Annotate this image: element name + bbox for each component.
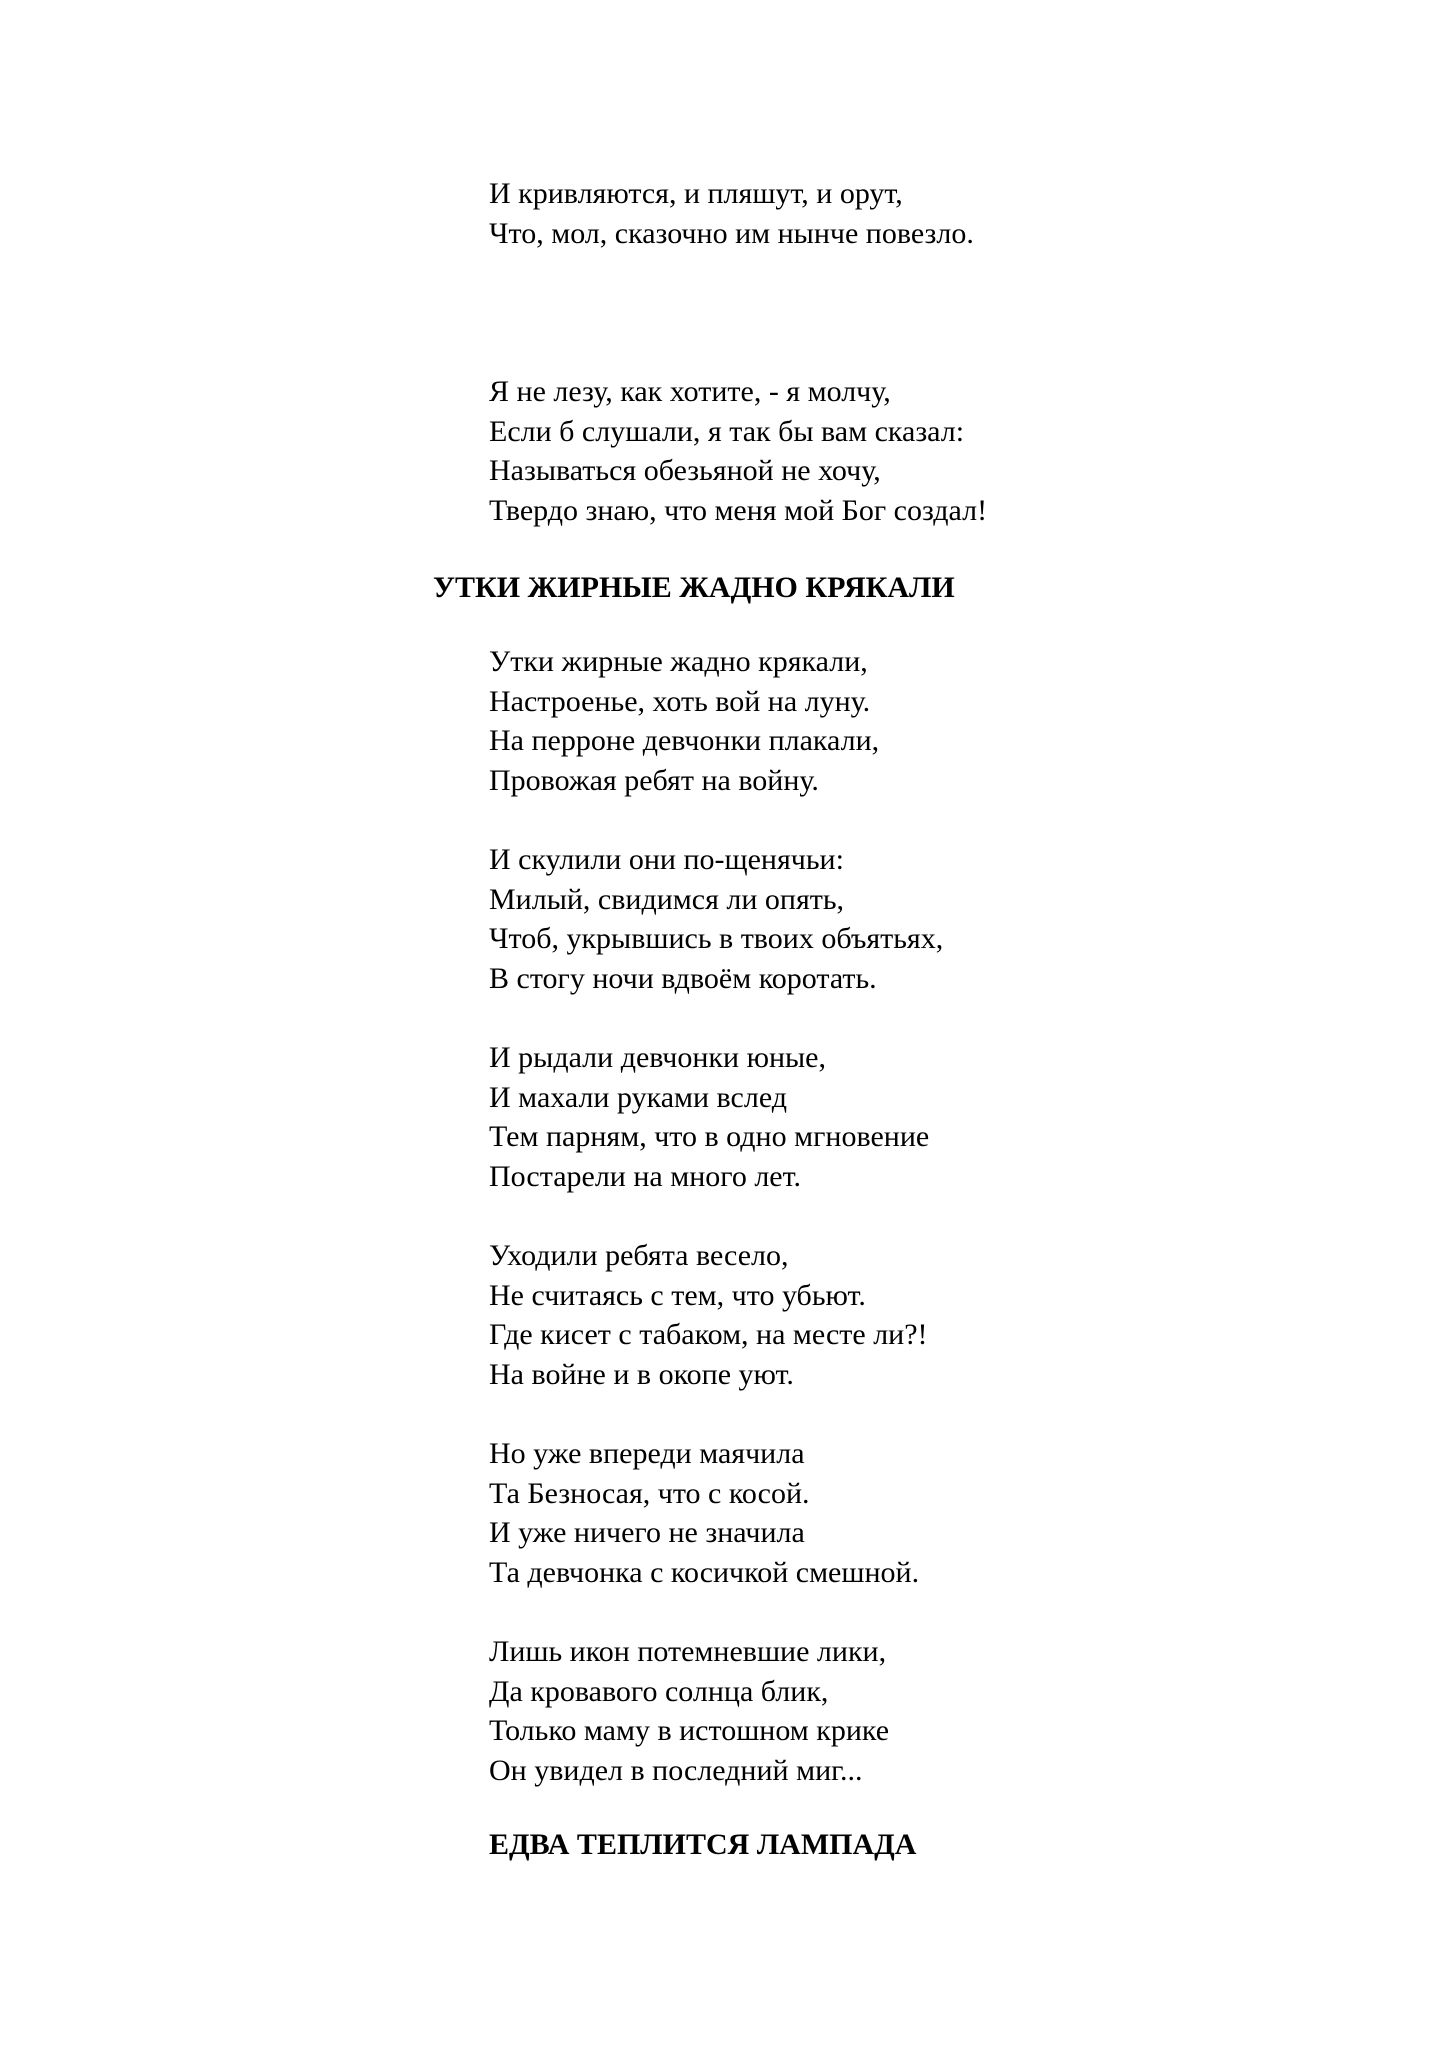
verse-line: Та Безносая, что с косой. bbox=[489, 1476, 810, 1510]
verse-line: Да кровавого солнца блик, bbox=[489, 1674, 829, 1708]
poem-title: УТКИ ЖИРНЫЕ ЖАДНО КРЯКАЛИ bbox=[433, 571, 955, 604]
verse-line: Только маму в истошном крике bbox=[489, 1714, 890, 1747]
verse-line: Не считаясь с тем, что убьют. bbox=[489, 1278, 866, 1312]
verse-line: Я не лезу, как хотите, - я молчу, bbox=[489, 375, 891, 408]
verse-line: Твердо знаю, что меня мой Бог создал! bbox=[489, 493, 988, 527]
verse-line: Та девчонка с косичкой смешной. bbox=[489, 1555, 920, 1589]
verse-line: Настроенье, хоть вой на луну. bbox=[489, 684, 871, 718]
verse-line: Провожая ребят на войну. bbox=[489, 763, 819, 797]
verse-line: Где кисет с табаком, на месте ли?! bbox=[489, 1318, 928, 1351]
stanza bbox=[489, 840, 943, 998]
stanza bbox=[489, 642, 879, 800]
verse-line: Он увидел в последний миг... bbox=[489, 1753, 863, 1787]
verse-line: И уже ничего не значила bbox=[489, 1516, 805, 1549]
verse-line: И рыдали девчонки юные, bbox=[489, 1041, 827, 1074]
stanza bbox=[489, 1434, 919, 1592]
verse-line: Утки жирные жадно крякали, bbox=[489, 645, 868, 678]
verse-line: Уходили ребята весело, bbox=[489, 1239, 789, 1272]
verse-line: И скулили они по-щенячьи: bbox=[489, 843, 844, 876]
verse-line: Называться обезьяной не хочу, bbox=[489, 454, 881, 487]
verse-line: И кривляются, и пляшут, и орут, bbox=[489, 177, 903, 210]
verse-line: Постарели на много лет. bbox=[489, 1159, 801, 1193]
stanza bbox=[489, 1632, 889, 1790]
verse-line: Если б слушали, я так бы вам сказал: bbox=[489, 414, 965, 448]
verse-line: На войне и в окопе уют. bbox=[489, 1357, 794, 1391]
verse-line: Что, мол, сказочно им нынче повезло. bbox=[489, 216, 974, 250]
verse-line: На перроне девчонки плакали, bbox=[489, 724, 880, 757]
stanza bbox=[489, 1236, 928, 1394]
stanza-continued-end bbox=[489, 174, 974, 253]
verse-line: Чтоб, укрывшись в твоих объятьях, bbox=[489, 922, 944, 955]
verse-line: И махали руками вслед bbox=[489, 1080, 788, 1114]
verse-line: Лишь икон потемневшие лики, bbox=[489, 1635, 887, 1668]
verse-line: Но уже впереди маячила bbox=[489, 1437, 805, 1470]
verse-line: Милый, свидимся ли опять, bbox=[489, 882, 845, 916]
next-poem-title: ЕДВА ТЕПЛИТСЯ ЛАМПАДА bbox=[489, 1828, 917, 1861]
verse-line: Тем парням, что в одно мгновение bbox=[489, 1120, 930, 1153]
stanza-final bbox=[489, 372, 987, 530]
stanza bbox=[489, 1038, 929, 1196]
verse-line: В стогу ночи вдвоём коротать. bbox=[489, 961, 877, 995]
